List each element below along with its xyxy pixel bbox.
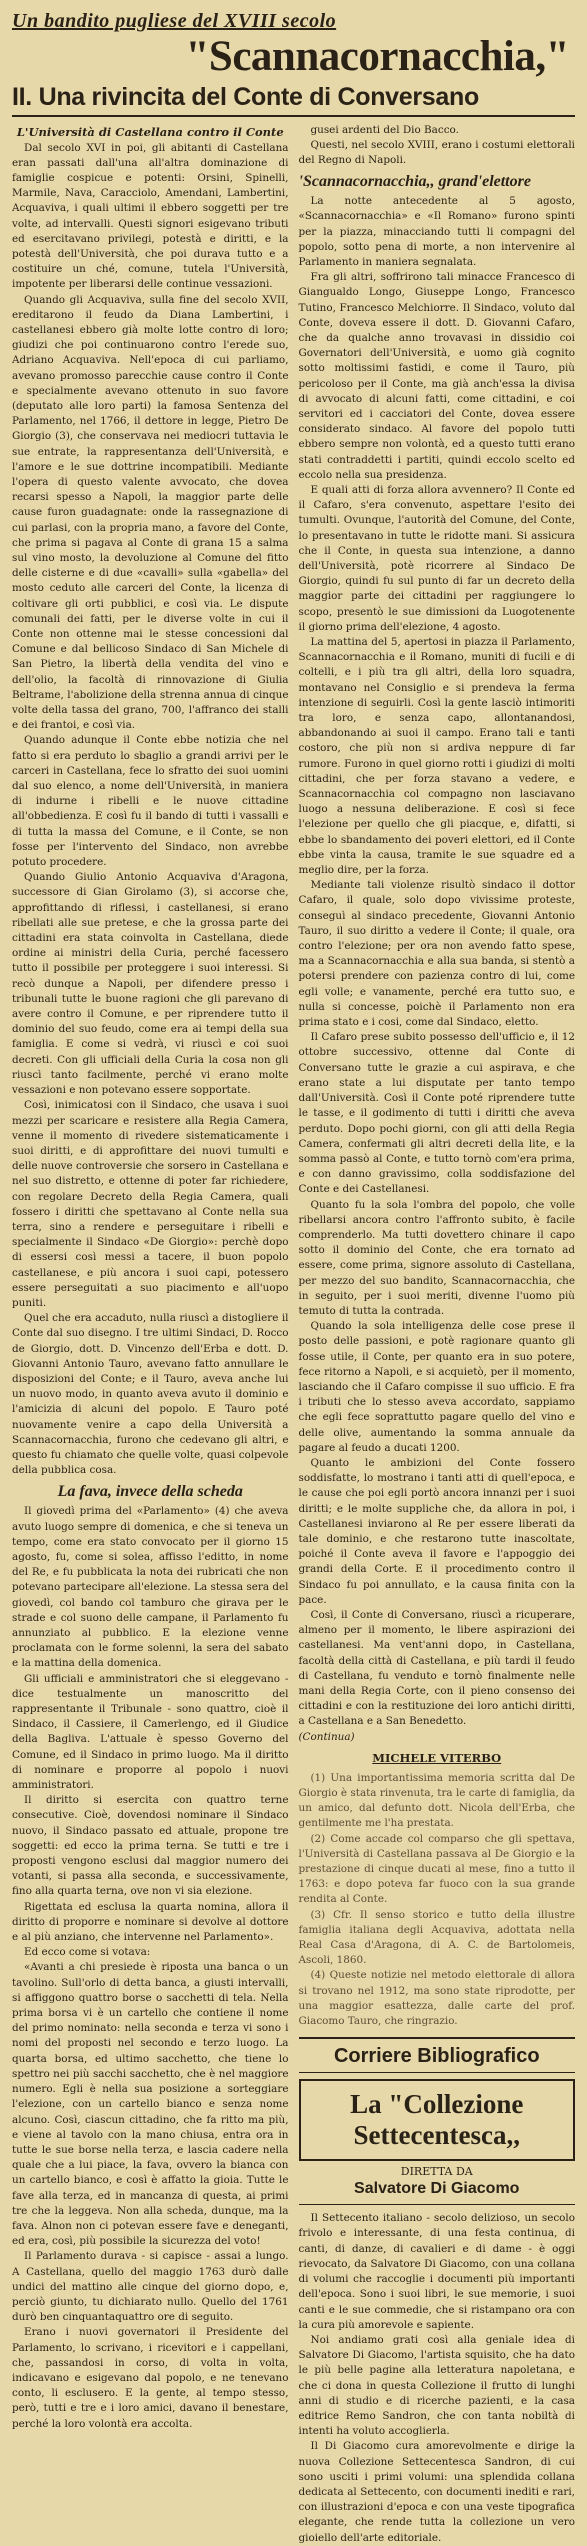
right-column: [299, 123, 576, 2546]
right-paragraph-1: gusei ardenti del Dio Bacco.: [310, 123, 459, 136]
right-paragraph-2: Questi, nel secolo XVIII, erano i costumi elettorali del Regno di Napoli.: [298, 138, 575, 166]
subhead: II. Una rivincita del Conte di Conversano: [12, 84, 575, 117]
left-paragraph-11: Ed ecco come si votava:: [24, 1946, 151, 1959]
right-paragraph-10: Quando la sola intelligenza delle cose prese il posto delle passioni, e potè ragionare quanto gli fosse utile, il Conte, per quanto era in suo potere, fece ritorno a Napoli, e si acquietò, per il momento, lasciando che il Cafaro compisse il suo ufficio. E fra i tributi che lo stesso aveva accordato, sappiamo che egli fece soprattutto pagare quello del vino e delle olive, aumentando la somma annuale da pagare al feudo a ducati 1200.: [298, 1320, 575, 1454]
right-paragraph-6: La mattina del 5, apertosi in piazza il Parlamento, Scannacornacchia e il Romano, muniti di fucili e di coltelli, e i più tra gli altri, della loro squadra, montavano nel Consiglio e si prendeva la ferma intenzione di seguirli. Così la gente lasciò intimoriti tra loro, e senza capo, allontanandosi, abbandonando ai suoi il campo. Erano tali e tanti costoro, che più non si ardiva neppure di far rumore. Furono in quel giorno rotti i giudizi di molti cittadini, che per forza stavano a vedere, e Scannacornacchia col compagno non lasciavano luogo a nessuna deliberazione. E così si fece l'elezione per quello che gli piacque, e, difatti, si ebbe lo sbandamento dei poveri elettori, ed il Conte ebbe vinta la causa, tramite le sue squadre ed a meglio dire, per la forza.: [298, 636, 575, 877]
article-columns: [12, 123, 575, 2546]
bib-paragraph-3: Il Di Giacomo cura amorevolmente e dirige la nuova Collezione Settecentesca Sandron, di cui sono usciti i primi volumi: una splendida collana dedicata al Settecento, con documenti inediti e rari, con illustrazioni d'epoca e con una veste tipografica elegante, che rende tutta la collezione un vero gioiello dell'arte editoriale.: [298, 2440, 575, 2544]
left-paragraph-2: Quando gli Acquaviva, sulla fine del secolo XVII, ereditarono il feudo da Diana Lambertini, i castellanesi ebbero già molte lotte contro di loro; giudizi che poi continuarono contro l'erede suo, Adriano Acquaviva. Nell'epoca di cui parliamo, avevano promosso parecchie cause contro il Conte e specialmente avevano ottenuto in suo favore (deputato alle loro parti) la famosa Sentenza del Parlamento, nel 1766, il dettore in legge, Pietro De Giorgio (3), che conservava nei mediocri tuttavia le sue entrate, la rappresentanza dell'Università, e l'amore e le sue dottrine incompatibili. Mediante l'opera di questo valente avvocato, che dovea recarsi spesso a Napoli, la maggior parte delle cause furon guadagnate: onde la rassegnazione di cui parlasi, con la propria mano, a favore del Conte, che prima si pagava al Conte di grana 15 a salma sul vino mosto, la devoluzione al Comune del fitto delle cisterne e di due «cavalli» sulla «gabella» del mosto ceduto alle carceri del Conte, la licenza di coltivare gli orti pubblici, e così via. Le dispute comunali dei fatti, per le diverse volte in cui il Conte non ottenne mai le stesse concessioni dal Comune e dal bellicoso Sindaco di San Michele di San Pietro, la libertà della vendita del vino e dell'olio, la facoltà di rinnovazione di Giulia Beltrame, l'abolizione della strenna annua di cinque volte della tassa del grano, 700, l'affranco dei stalli e dei frantoi, e così via.: [12, 293, 289, 732]
bib-paragraph-1: Il Settecento italiano - secolo delizioso, un secolo frivolo e interessante, di una festa continua, di canti, di danze, di cavalieri e di dame - è oggi rievocato, da Salvatore Di Giacomo, con una collana di volumi che raccoglie i documenti più importanti dell'epoca. Sono i suoi libri, le sue memorie, i suoi canti e le sue commedie, che si ristampano ora con la cura più amorevole e sapiente.: [298, 2212, 575, 2331]
directed-by-label: DIRETTA DA: [400, 2165, 473, 2179]
right-paragraph-11: Quanto le ambizioni del Conte fossero soddisfatte, lo mostrano i tanti atti di quell'epoca, e le cause che poi egli portò ancora innanzi per i suoi diritti; e le molte suppliche che, da allora in poi, i Castellanesi inviarono al Re per essere liberati da tale dominio, e che restarono tutte inascoltate, poiché il Conte aveva il favore e l'appoggio dei grandi della Corte. E il procedimento contro il Sindaco fu poi annullato, e la causa finita con la pace.: [298, 1456, 575, 1606]
left-paragraph-6: Quel che era accaduto, nulla riuscì a distogliere il Conte dal suo disegno. I tre ultimi Sindaci, D. Rocco de Giorgio, dott. D. Vincenzo dell'Erba e dott. D. Giovanni Antonio Tauro, avevano fatto annullare le disposizioni del Conte; e il Tauro, aveva anche lui un nuovo modo, in quanto aveva avuto il dominio e l'amicizia di alcuni del popolo. E Tauro poté nuovamente venire a capo della Università a Scannacornacchia, furono che cedevano gli altri, e questo fu chiamato che quelle volte, quasi colpevole della pubblica cosa.: [12, 1312, 289, 1477]
footnote-2: (2) Come accade col comparso che gli spettava, l'Università di Castellana passava al De Giorgio e la prestazione di cinque ducati al mese, fino a tutto il 1763: e dopo poteva far fuoco con la sua grande rendita al Conte.: [298, 1832, 575, 1906]
left-paragraph-9: Il diritto si esercita con quattro terne consecutive. Cioè, dovendosi nominare il Sindaco nuovo, il Sindaco passato ed attuale, propone tre soggetti: ed ecco la prima terna. Se tutti e tre i proposti vengono esclusi dal maggior numero dei votanti, si passa alla seconda, e successivamente, fino alla quarta terna, ove non vi sia elezione.: [12, 1794, 289, 1898]
left-paragraph-7: Il giovedì prima del «Parlamento» (4) che aveva avuto luogo sempre di domenica, e che si teneva un tempo, come era stato convocato per il giorno 15 agosto, fu, come si solea, affisso l'editto, in nome del Re, e fu pubblicata la nota dei rubricati che non potevano partecipare all'elezione. La stessa sera del giovedì, col bando col tamburo che girava per le strade e col suono delle campane, il Parlamento fu annunziato al pubblico. E la elezione venne proclamata con le forme solenni, la sera del sabato e la mattina della domenica.: [12, 1505, 289, 1670]
right-paragraph-3: La notte antecedente al 5 agosto, «Scannacornacchia» e «Il Romano» furono spinti per la piazza, minacciando tutti li compagni del popolo, sotto pena di morte, a non intervenire al Parlamento in maniera segnalata.: [298, 195, 575, 268]
collection-title: La "Collezione Settecentesca,,: [299, 2079, 576, 2161]
section-heading-2: La fava, invece della scheda: [57, 1483, 243, 1501]
left-paragraph-4: Quando Giulio Antonio Acquaviva d'Aragona, successore di Gian Girolamo (3), si accorse che, approfittando di riflessi, i castellanesi, si erano ribellati alle sue pretese, e che la grossa parte dei cittadini era stata coinvolta in Castellana, diede ordine ai ministri della Curia, perché facessero tutto il possibile per proteggere i suoi interessi. Si recò dunque a Napoli, per difendere presso i tribunali tutte le buone ragioni che gli parevano di avere contro il Comune, e per riprendere tutto il dominio del suo feudo, come era ai tempi della sua famiglia. E come si vedrà, vi riuscì e coi suoi decreti. Con gli ufficiali della Curia la cosa non gli riuscì tanto facilmente, perché vi erano molte vessazioni e non potevano essere sopportate.: [12, 871, 289, 1097]
footnote-3: (3) Cfr. Il senso storico e tutto della illustre famiglia italiana degli Acquaviva, adottata nella Real Casa d'Aragona, di A. C. de Bartolomeis, Ascoli, 1860.: [298, 1908, 575, 1967]
section-heading-3: 'Scannacornacchia,, grand'elettore: [298, 173, 531, 191]
footnote-4: (4) Queste notizie nel metodo elettorale di allora si trovano nel 1912, ma sono state riprodotte, per una maggior esattezza, dalle carte del prof. Giacomo Tauro, che ringrazio.: [298, 1969, 575, 2028]
left-paragraph-1: Dal secolo XVI in poi, gli abitanti di Castellana eran passati dall'una all'altra dominazione di famiglie cospicue e potenti: Orsini, Spinelli, Marmile, Nava, Caracciolo, Amendani, Lambertini, Acquaviva, i quali ultimi il ebbero soggetti per tre volte, ad intervalli. Questi signori esigevano tributi ed esercitavano privilegi, potestà e diritti, e la potestà dell'Università, che poi durava tutto e a costituire un ché, comune, tutela l'Università, impotente per liberarsi delle continue vessazioni.: [12, 141, 289, 291]
collection-editor: Salvatore Di Giacomo: [354, 2180, 520, 2198]
left-paragraph-3: Quando adunque il Conte ebbe notizia che nel fatto si era perduto lo sbaglio a grandi arrivi per le carceri in Castellana, fece lo sfratto dei suoi uomini dal suo elenco, a nome dell'Università, in maniera di indurne i ribelli e le nuove cittadine all'obbedienza. E così fu il bando di tutti i vassalli e di tutta la massa del Comune, e il Conte, se non fosse per l'intervento del Sindaco, non avrebbe potuto procedere.: [12, 734, 289, 869]
left-paragraph-5: Così, inimicatosi con il Sindaco, che usava i suoi mezzi per scaricare e resistere alla Regia Camera, venne il momento di rivedere sistematicamente i suoi diritti, e di approfittare dei nuovi tumulti e delle nuove controversie che sorsero in Castellana e nel suo distretto, e ottenne di poter far richiedere, con regolare Decreto della Regia Camera, quali fossero i diritti che spettavano al Conte nella sua terra, sino a rendere e perseguitare i ribelli e specialmente il Sindaco «De Giorgio»: perchè dopo di essersi così messi a tacere, il buon popolo castellanese, e più ancora i suoi capi, potessero essere perseguitati a suo piacimento e all'uopo puniti.: [12, 1099, 289, 1309]
bibliographic-section-heading: Corriere Bibliografico: [299, 2037, 576, 2073]
left-paragraph-8: Gli ufficiali e amministratori che si eleggevano - dice testualmente un manoscritto del rappresentante il Tribunale - sono quattro, cioè il Sindaco, il Cassiere, il Camerlengo, ed il Giudice della Bagliva. L'attuale è spesso Governo del Comune, ed il Sindaco in primo luogo. Ma il diritto di nominare e proporre al popolo i nuovi amministratori.: [12, 1672, 289, 1792]
continua-note: (Continua): [298, 1730, 355, 1743]
left-paragraph-12: «Avanti a chi presiede è riposta una banca o un tavolino. Sull'orlo di detta banca, a giusti intervalli, si affiggono quattro borse o sacchetti di tela. Nella prima borsa vi è un cartello che contiene il nome del primo nominato: nella seconda e terza vi sono i nomi del proposti nel secondo e terzo luogo. La quarta borsa, ed ultimo sacchetto, che tiene lo spettro nei più sacchi sacchetto, che è nel maggiore numero. Egli è nella sua posizione a sorteggiare l'elezione, con un cartello bianco e senza nome alcuno. Così, ciascun cittadino, che fa ritto ma più, e viene al tavolo con la mano chiusa, entra ora in tutte le sue borse nella terza, e lascia cadere nella quale che a lui piace, la fava, ovvero la bianca con un cartello bianco, e così è affatto la gioia. Tutte le fave alla terza, ed in mancanza di questa, ai primi tre che la leggeva. Non alla scheda, dunque, ma la fava. Alnon non ci potevan essere fave e deneganti, ed era, così, più possibile la sicurezza del voto!: [12, 1961, 289, 2248]
section-heading-1: L'Università di Castellana contro il Conte: [16, 124, 284, 139]
divider: [299, 2204, 576, 2205]
left-paragraph-14: Erano i nuovi governatori il Presidente del Parlamento, lo scrivano, i ricevitori e i cappellani, che, passandosi in corso, di volta in volta, indicavano e esigevano dal popolo, e ne tenevano conto, li esclusero. E la gente, al tempo stesso, però, tutti e tre e i loro amici, davano il benestare, perché la loro volontà era accolta.: [12, 2326, 289, 2430]
left-paragraph-13: Il Parlamento durava - si capisce - assai a lungo. A Castellana, quello del maggio 1763 durò dalle undici del mattino alle cinque del giorno dopo, e, perciò giunto, tu dichiarato nullo. Quello del 1761 durò ben cinquantaquattro ore di seguito.: [12, 2250, 289, 2324]
right-paragraph-5: E quali atti di forza allora avvennero? Il Conte ed il Cafaro, s'era convenuto, aspettare l'esito dei tumulti. Ovunque, l'autorità del Comune, del Conte, lo presentavano in tutte le ridotte mani. Si assicura che il Conte, in questa sua intenzione, a danno dell'Università, potè ricorrere al Sindaco De Giorgio, quindi fu sul punto di far un decreto della maggior parte dei cittadini per raggiungere lo scopo, presentò le sue dimissioni da Luogotenente il giorno prima dell'elezione, 4 agosto.: [298, 483, 575, 633]
right-paragraph-4: Fra gli altri, soffrirono tali minacce Francesco di Giangualdo Longo, Giuseppe Longo, Francesco Tutino, Francesco Melchiorre. Il Sindaco, voluto dal Conte, doveva essere il dott. D. Giovanni Cafaro, che da qualche anno trovavasi in dissidio coi Governatori dell'Università, e uomo già cognito sotto moltissimi fastidi, e come il Tauro, più pericoloso per il Conte, ma già anch'essa la divisa di avvocato di alcuni fatti, come cittadini, e coi servitori ed i cacciatori del Conte, dovea essere considerato sindaco. Al favore del popolo tutti ebbero sempre non volontà, ed a questo tutti erano stati contraddetti i partiti, quindi eccolo scelto ed eccolo nella sua presidenza.: [298, 271, 575, 481]
right-paragraph-12: Così, il Conte di Conversano, riuscì a ricuperare, almeno per il momento, le libere aspirazioni dei castellanesi. Ma vent'anni dopo, in Castellana, facoltà della città di Castellana, e più tardi il feudo di Castellana, fu venduto e tornò finalmente nelle mani della Regia Corte, con il pieno consenso dei cittadini e con la restituzione dei loro antichi diritti, a Castellana e a San Benedetto.: [298, 1609, 575, 1728]
right-paragraph-7: Mediante tali violenze risultò sindaco il dottor Cafaro, il quale, solo dopo vivissime proteste, conseguì al sindaco precedente, Giovanni Antonio Tauro, il suo diritto a vedere il Conte; il quale, ora contro l'elezione; per ora non avendo fatto spese, ma a Scannacornacchia e alla sua banda, si stentò a potersi prendere con pazienza contro di lui, come egli volle; e vanamente, perché era tutto suo, e nulla si concesse, poichè il Parlamento non era prima stato e i cosi, come dal Sindaco, eletto.: [298, 879, 575, 1029]
author-signature: MICHELE VITERBO: [372, 1750, 502, 1765]
bib-paragraph-2: Noi andiamo grati così alla geniale idea di Salvatore Di Giacomo, l'artista squisito, che ha dato le più belle pagine alla letteratura napoletana, e che ci dona in questa Collezione il frutto di lunghi anni di studio e di ricerche pazienti, e la casa editrice Remo Sandron, che con tanta nobiltà di intenti ha voluto accoglierla.: [298, 2333, 575, 2438]
left-paragraph-10: Rigettata ed esclusa la quarta nomina, allora il diritto di proporre e nominare si devolve al dottore e al più anziano, che intervenne nel Parlamento».: [12, 1900, 289, 1944]
kicker: Un bandito pugliese del XVIII secolo: [12, 10, 337, 32]
headline: "Scannacornacchia,": [185, 33, 569, 80]
footnote-1: (1) Una importantissima memoria scritta dal De Giorgio è stata rinvenuta, tra le carte di famiglia, da un amico, dal defunto dott. Nicola dell'Erba, che gentilmente me l'ha prestata.: [298, 1771, 575, 1830]
left-column: [12, 123, 289, 2546]
right-paragraph-9: Quanto fu la sola l'ombra del popolo, che volle ribellarsi ancora contro l'affronto subito, è facile comprenderlo. Ma tutti dovettero chinare il capo sotto il dominio del Conte, che era tornato ad essere, come prima, signore assoluto di Castellana, per mezzo del suo bandito, Scannacornacchia, che in seguito, per i suoi meriti, divenne l'uomo più temuto di tutta la contrada.: [298, 1198, 575, 1317]
right-paragraph-8: Il Cafaro prese subito possesso dell'ufficio e, il 12 ottobre successivo, ottenne dal Conte di Conversano tutte le grazie a cui aspirava, e che erano state a lui disputate per tanto tempo dall'Università. Così il Conte poté riprendere tutte le tasse, e il godimento di tutti i diritti che aveva perduto. Dopo pochi giorni, con gli atti della Regia Camera, confermati gli altri decreti della lite, e la somma passò al Conte, e tutto tornò com'era prima, e con danno gravissimo, colla soddisfazione del Conte e dei Castellanesi.: [298, 1031, 575, 1196]
